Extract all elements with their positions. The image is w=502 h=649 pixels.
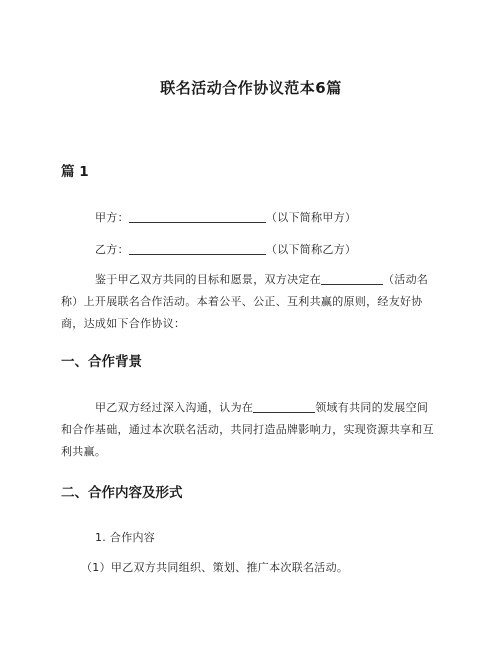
document-title: 联名活动合作协议范本6篇 — [160, 79, 342, 97]
section-heading-background: 一、合作背景 — [61, 354, 142, 370]
background-text-2: 领域有共同的发展空间和合作基础，通过本次联名活动，共同打造品牌影响力，实现资源共享和互利共赢。 — [61, 401, 434, 458]
intro-text-2: （活动名称）上开展联名合作活动。本着公平、公正、互利共赢的原则，经友好协商，达成如下合作协议： — [61, 273, 429, 330]
activity-name-blank — [321, 272, 383, 285]
section-heading-content: 二、合作内容及形式 — [61, 485, 183, 501]
list-item-cooperation-content: 1. 合作内容 — [95, 531, 156, 544]
party-a-note: （以下简称甲方） — [265, 211, 357, 224]
party-a-label: 甲方： — [95, 211, 129, 224]
intro-paragraph — [61, 269, 439, 335]
background-paragraph — [61, 397, 439, 463]
party-b-label: 乙方： — [95, 243, 129, 256]
part-heading: 篇 1 — [61, 164, 89, 180]
intro-text-1: 鉴于甲乙双方共同的目标和愿景，双方决定在 — [95, 273, 321, 286]
party-b-blank — [129, 242, 266, 255]
background-text-1: 甲乙双方经过深入沟通，认为在 — [95, 401, 254, 414]
field-blank — [253, 400, 315, 413]
list-item-1-1: （1）甲乙双方共同组织、策划、推广本次联名活动。 — [81, 561, 349, 574]
party-a-line — [61, 207, 439, 229]
party-b-line — [61, 239, 439, 261]
party-a-blank — [129, 210, 266, 223]
party-b-note: （以下简称乙方） — [265, 243, 357, 256]
